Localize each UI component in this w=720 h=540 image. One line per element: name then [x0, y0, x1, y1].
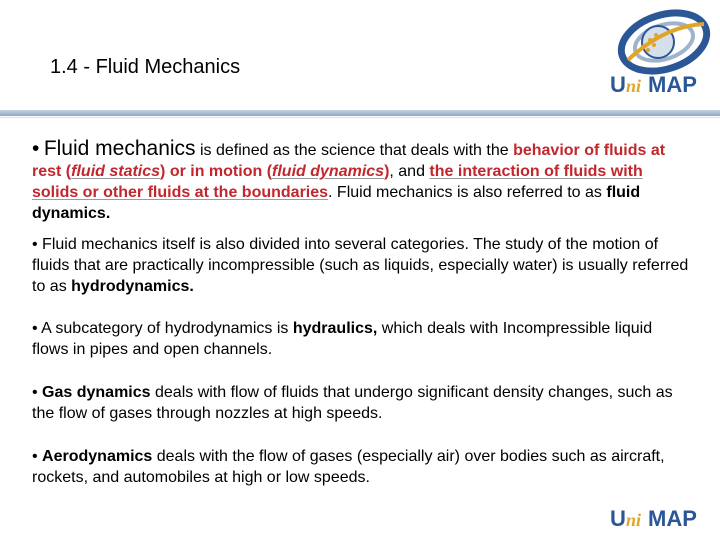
paragraph-definition — [32, 138, 692, 224]
term-fluid-dynamics-bold: fluid dynamics. — [32, 184, 641, 222]
term-fluid-dynamics: fluid dynamics — [272, 163, 385, 180]
text: ) or in motion ( — [160, 163, 273, 180]
logo-text-ni: ni — [626, 76, 642, 96]
term-fluid-mechanics: Fluid mechanics — [43, 137, 196, 160]
logo-dot-2 — [648, 38, 652, 42]
logo-dot-5 — [652, 43, 656, 47]
text: • A subcategory of hydrodynamics is — [32, 320, 293, 337]
term-gas-dynamics: Gas dynamics — [42, 384, 151, 401]
paragraph-aerodynamics — [32, 446, 692, 488]
logo-dot-1 — [642, 44, 646, 48]
paragraph-hydraulics — [32, 318, 692, 360]
logo-dot-4 — [646, 48, 650, 52]
text: which deals with Incompressible liquid flows in pipes and open channels. — [32, 320, 653, 358]
text: ) — [384, 163, 390, 180]
text: . Fluid mechanics is also referred to as — [328, 184, 607, 201]
highlight-interaction: the interaction of fluids with solids or other fluids at the boundaries — [32, 163, 643, 201]
logo-dot-3 — [654, 33, 658, 37]
globe-emblem-icon — [614, 6, 712, 81]
text: deals with flow of fluids that undergo significant density changes, such as the flow of gases through nozzles at high speeds. — [32, 384, 673, 422]
term-hydrodynamics: hydrodynamics. — [71, 278, 194, 295]
logo-text-ni: ni — [626, 510, 642, 530]
logo-text-u: U — [610, 506, 626, 531]
header-divider — [0, 110, 720, 116]
term-hydraulics: hydraulics, — [292, 320, 378, 337]
text: • — [32, 448, 43, 465]
text: ( — [61, 163, 72, 180]
text: is defined as the science that deals with the — [195, 142, 514, 159]
logo-text-map: MAP — [648, 72, 697, 97]
unimap-logo-bottom — [606, 500, 714, 534]
text: , and — [389, 163, 430, 180]
logo-text-u: U — [610, 72, 626, 97]
unimap-logo-top — [604, 6, 712, 100]
highlight-behavior: behavior of fluids at rest — [32, 142, 666, 180]
slide-body — [32, 138, 692, 488]
paragraph-categories — [32, 234, 692, 297]
slide-title: 1.4 - Fluid Mechanics — [50, 56, 241, 78]
paragraph-gas-dynamics — [32, 382, 692, 424]
logo-text-map: MAP — [648, 506, 697, 531]
text: • — [32, 384, 43, 401]
header-divider-thin — [0, 117, 720, 118]
term-fluid-statics: fluid statics — [71, 163, 161, 180]
text: • Fluid mechanics itself is also divided into several categories. The study of the motion of fluids that are practically incompressible (such as liquids, especially water) is usually referred to as — [32, 236, 689, 295]
bullet-1: • — [32, 137, 40, 160]
text: deals with the flow of gases (especially air) over bodies such as aircraft, rockets, and automobiles at high or low speeds. — [32, 448, 665, 486]
term-aerodynamics: Aerodynamics — [42, 448, 153, 465]
